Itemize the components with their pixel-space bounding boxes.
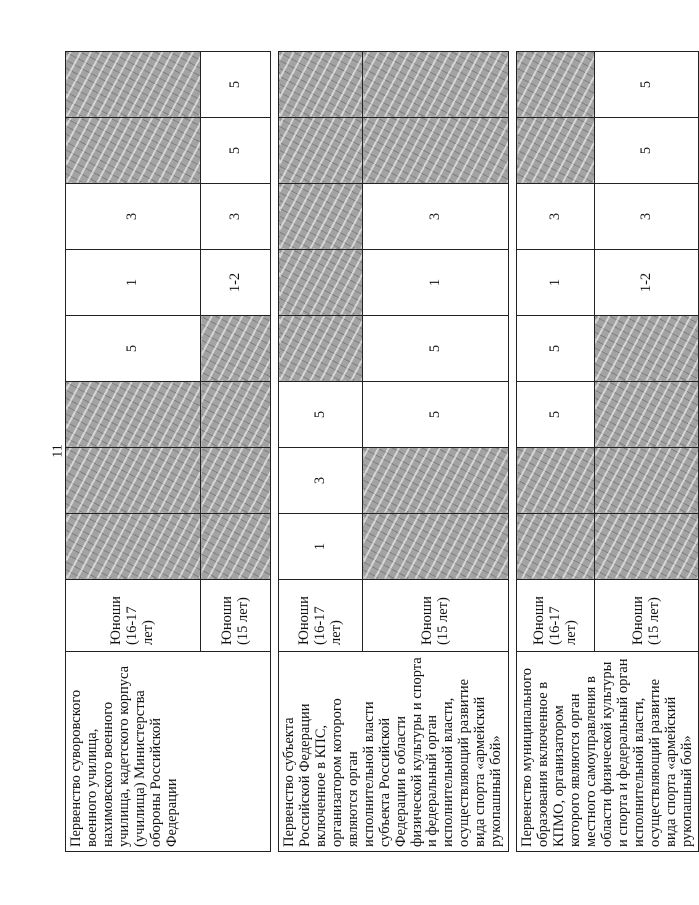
table-cell: 3 [517, 184, 595, 250]
table-cell: 3 [201, 184, 271, 250]
table-cell: 1-2 [595, 250, 699, 316]
table-cell: 3 [595, 184, 699, 250]
table-cell: 5 [595, 52, 699, 118]
competition-table [65, 51, 699, 852]
competition-name: Первенство муниципального образования включенное в КПМО, организатором которого являются орган местного самоуправления в области физической культуры и спорта и федеральный орган исполнительной власти, осуществляющий развитие вида спорта «армейский рукопашный бой» [517, 652, 699, 852]
table-cell: 5 [363, 382, 509, 448]
age-group: Юноши (16-17 лет) [66, 580, 201, 652]
age-group: Юноши (15 лет) [363, 580, 509, 652]
table-cell [66, 448, 201, 514]
table-cell [517, 514, 595, 580]
table-cell [279, 184, 363, 250]
table-cell: 1 [517, 250, 595, 316]
table-cell [66, 514, 201, 580]
table-cell [201, 316, 271, 382]
table-cell [201, 514, 271, 580]
page-number: 11 [50, 444, 66, 458]
table-cell: 3 [279, 448, 363, 514]
table-cell [66, 382, 201, 448]
table-cell [201, 448, 271, 514]
table-cell [595, 514, 699, 580]
table-cell: 3 [66, 184, 201, 250]
table-cell [595, 448, 699, 514]
table-cell: 5 [363, 316, 509, 382]
table-cell [279, 52, 363, 118]
table-cell: 5 [517, 382, 595, 448]
table-cell [595, 316, 699, 382]
table-cell [517, 52, 595, 118]
table-cell: 5 [66, 316, 201, 382]
competition-name: Первенство субъекта Российской Федерации включенное в КПС, организатором которого являются орган исполнительной власти субъекта Российской Федерации в области физической культуры и спорта и федеральный орган исполнительной власти, осуществляющий развитие вида спорта «армейский рукопашный бой» [279, 652, 509, 852]
age-group: Юноши (16-17 лет) [517, 580, 595, 652]
table-cell: 3 [363, 184, 509, 250]
table-cell [279, 316, 363, 382]
row-separator [509, 52, 517, 852]
table-cell: 5 [595, 118, 699, 184]
table-cell: 5 [279, 382, 363, 448]
table-cell [363, 448, 509, 514]
age-group: Юноши (16-17 лет) [279, 580, 363, 652]
row-separator [271, 52, 279, 852]
rotated-table-container [65, 52, 695, 852]
table-cell: 1 [363, 250, 509, 316]
table-cell [66, 52, 201, 118]
table-cell: 1 [66, 250, 201, 316]
table-cell [279, 250, 363, 316]
table-cell: 1-2 [201, 250, 271, 316]
table-row [279, 52, 363, 852]
table-cell [595, 382, 699, 448]
table-cell [279, 118, 363, 184]
age-group: Юноши (15 лет) [201, 580, 271, 652]
table-cell [517, 448, 595, 514]
table-cell [363, 52, 509, 118]
table-cell [201, 382, 271, 448]
table-cell [363, 118, 509, 184]
competition-name: Первенство суворовского военного училища, нахимовского военного училища, кадетского корпуса (училища) Министерства обороны Российской Федерации [66, 652, 271, 852]
table-cell [517, 118, 595, 184]
table-cell: 5 [517, 316, 595, 382]
separator-cell [271, 52, 279, 852]
table-cell: 5 [201, 52, 271, 118]
table-cell: 1 [279, 514, 363, 580]
age-group: Юноши (15 лет) [595, 580, 699, 652]
separator-cell [509, 52, 517, 852]
table-row [517, 52, 595, 852]
table-cell [363, 514, 509, 580]
table-row [66, 52, 201, 852]
table-cell: 5 [201, 118, 271, 184]
table-cell [66, 118, 201, 184]
